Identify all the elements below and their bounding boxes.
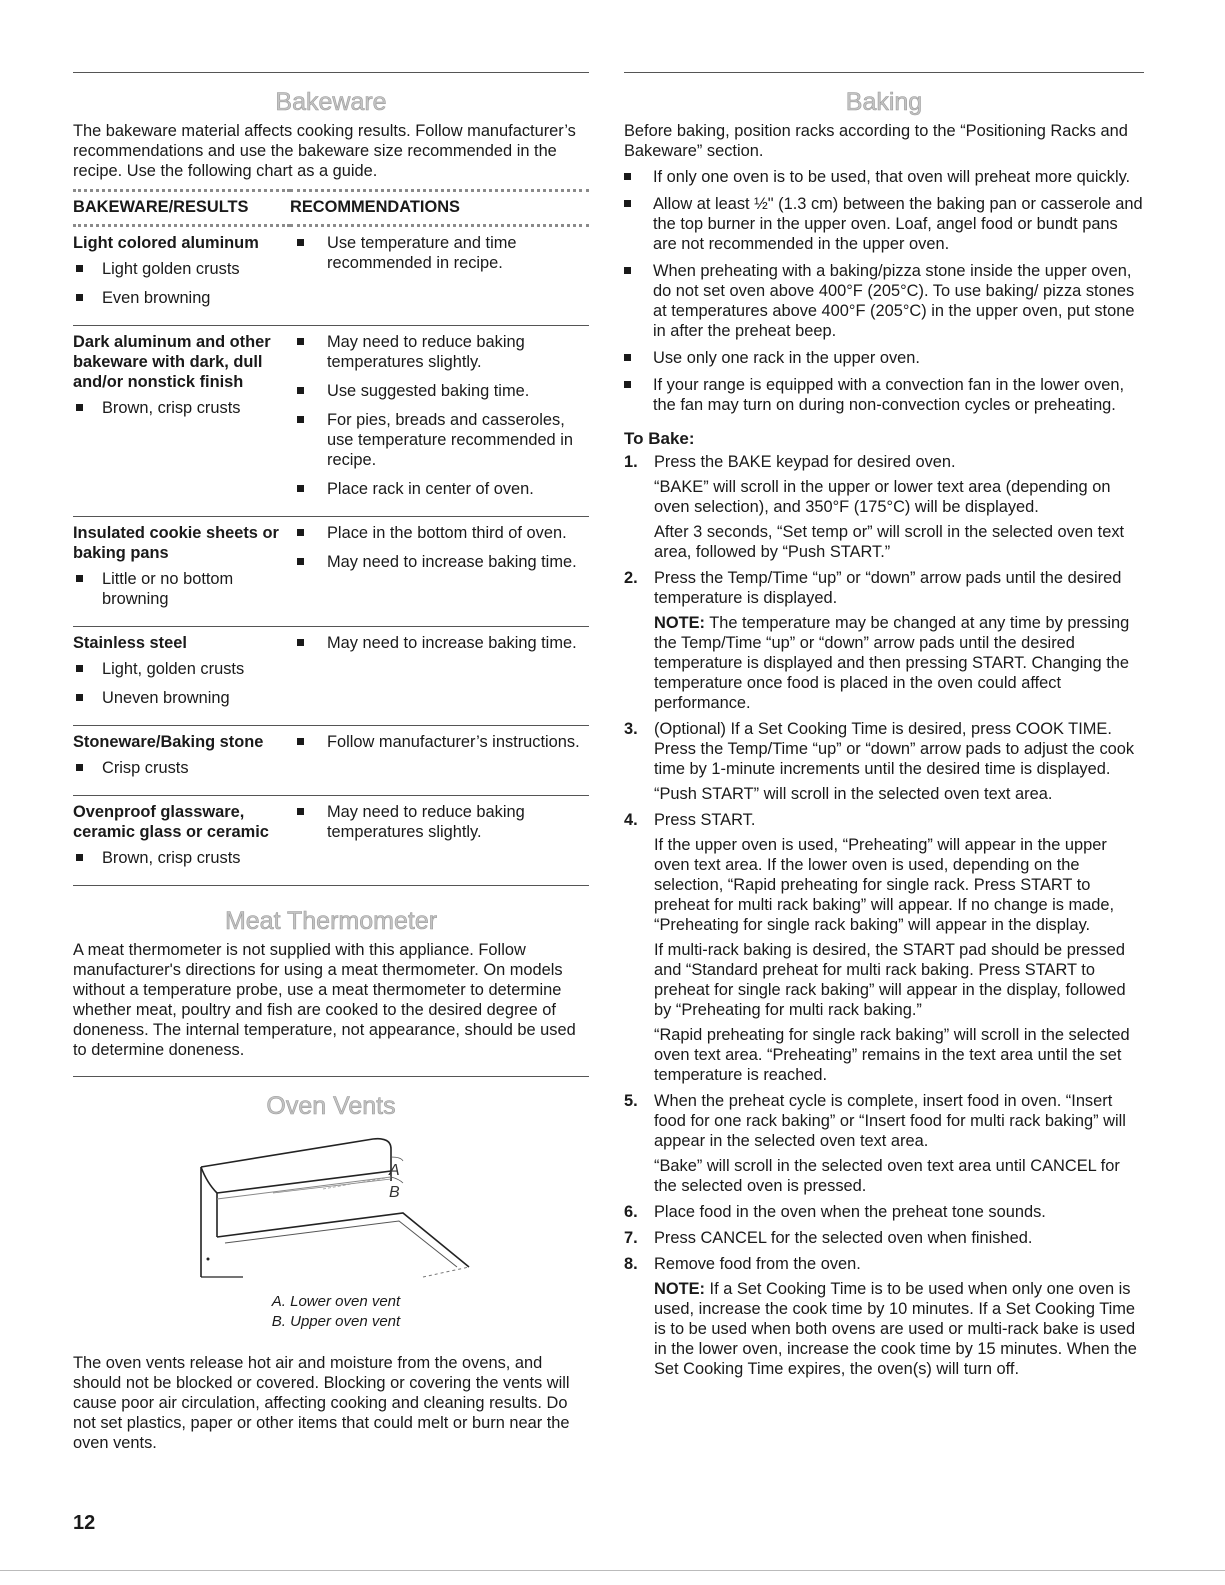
section-divider: [624, 72, 1144, 73]
step-number: 8.: [624, 1255, 638, 1273]
step-text: Press CANCEL for the selected oven when finished.: [654, 1229, 1033, 1247]
oven-vents-illustration: [73, 1127, 589, 1330]
bakeware-intro: The bakeware material affects cooking results. Follow manufacturer’s recommendations and use the bakeware size recommended in the recipe. Use the following chart as a guide.: [73, 122, 576, 180]
step-text: Remove food from the oven.: [654, 1255, 861, 1273]
caption-lower-vent: A. Lower oven vent: [271, 1293, 401, 1310]
oven-vents-heading: Oven Vents: [266, 1092, 396, 1120]
results-list: [73, 659, 282, 708]
result-item: Uneven browning: [73, 688, 282, 708]
range-drawing: [73, 1127, 589, 1287]
step-note: [654, 784, 1144, 804]
table-row: [73, 326, 589, 517]
recommendation-cell: [290, 226, 589, 326]
bakeware-material: Stoneware/Baking stone: [73, 733, 264, 751]
section-divider: [73, 1076, 589, 1077]
recommendations-list: [290, 523, 589, 572]
recommendation-item: Use suggested baking time.: [290, 381, 589, 401]
results-list: [73, 758, 282, 778]
step-text: When the preheat cycle is complete, insert food in oven. “Insert food for one rack baking” or “Insert food for multi rack baking” will appear in the selected oven text area.: [654, 1092, 1126, 1150]
recommendation-item: May need to increase baking time.: [290, 552, 589, 572]
bakeware-material: Insulated cookie sheets or baking pans: [73, 524, 279, 562]
caption-upper-vent: B. Upper oven vent: [271, 1313, 401, 1330]
step-text: Press the Temp/Time “up” or “down” arrow pads until the desired temperature is displayed.: [654, 569, 1122, 607]
step-number: 2.: [624, 569, 638, 587]
note-text: “BAKE” will scroll in the upper or lower text area (depending on oven selection), and 350°F (175°C) will be displayed.: [654, 478, 1111, 516]
bakeware-cell: [73, 796, 290, 886]
step-text: Press the BAKE keypad for desired oven.: [654, 453, 956, 471]
note-text: After 3 seconds, “Set temp or” will scroll in the selected oven text area, followed by “Push START.”: [654, 523, 1125, 561]
right-column: [624, 0, 1144, 1385]
note-text: “Push START” will scroll in the selected oven text area.: [654, 785, 1053, 803]
baking-bullet: If only one oven is to be used, that oven will preheat more quickly.: [624, 167, 1144, 187]
results-list: [73, 259, 282, 308]
result-item: Light golden crusts: [73, 259, 282, 279]
note-label: NOTE:: [654, 1280, 705, 1298]
result-item: Light, golden crusts: [73, 659, 282, 679]
table-row: [73, 517, 589, 627]
step-item: [624, 1091, 1144, 1196]
note-text: The temperature may be changed at any time by pressing the Temp/Time “up” or “down” arrow pads until the desired temperature is displayed and then pressing START. Changing the temperature once food is placed in the oven could affect performance.: [654, 614, 1130, 712]
baking-bullet: Use only one rack in the upper oven.: [624, 348, 1144, 368]
step-item: [624, 1254, 1144, 1379]
step-note: [654, 522, 1144, 562]
recommendations-list: [290, 332, 589, 499]
bakeware-cell: [73, 726, 290, 796]
result-item: Even browning: [73, 288, 282, 308]
results-list: [73, 398, 282, 418]
recommendation-cell: [290, 517, 589, 627]
oven-vents-text: The oven vents release hot air and moisture from the ovens, and should not be blocked or covered. Blocking or covering the vents will cause poor air circulation, affecting cooking and cleaning results. Do not set plastics, paper or other items that could melt or burn near the oven vents.: [73, 1354, 570, 1452]
step-note: [654, 613, 1144, 713]
baking-bullet: When preheating with a baking/pizza stone inside the upper oven, do not set oven above 400°F (205°C). To use baking/ pizza stones at temperatures above 400°F (205°C) in the upper oven, put stone in after the preheat beep.: [624, 261, 1144, 341]
callout-a: A: [389, 1162, 400, 1179]
baking-bullet-list: [624, 167, 1144, 415]
page-bottom-edge: [0, 1570, 1225, 1571]
step-item: [624, 719, 1144, 804]
recommendations-list: [290, 233, 589, 273]
baking-bullet: Allow at least ½" (1.3 cm) between the baking pan or casserole and the top burner in the upper oven. Loaf, angel food or bundt pans are not recommended in the upper oven.: [624, 194, 1144, 254]
to-bake-heading: To Bake:: [624, 429, 695, 448]
results-list: [73, 569, 282, 609]
recommendation-item: May need to reduce baking temperatures slightly.: [290, 332, 589, 372]
bakeware-cell: [73, 627, 290, 726]
result-item: Brown, crisp crusts: [73, 398, 282, 418]
table-row: [73, 726, 589, 796]
step-text: (Optional) If a Set Cooking Time is desired, press COOK TIME. Press the Temp/Time “up” or “down” arrow pads to adjust the cook time by 1-minute increments until the desired time is displayed.: [654, 720, 1135, 778]
note-text: “Bake” will scroll in the selected oven text area until CANCEL for the selected oven is pressed.: [654, 1157, 1120, 1195]
section-divider: [73, 72, 589, 73]
step-number: 7.: [624, 1229, 638, 1247]
note-text: If a Set Cooking Time is to be used when only one oven is used, increase the cook time by 10 minutes. If a Set Cooking Time is to be used when both ovens are used or multi-rack bake is used in the lower oven, increase the cook time by 15 minutes. When the Set Cooking Time expires, the oven(s) will turn off.: [654, 1280, 1137, 1378]
table-row: [73, 226, 589, 326]
step-item: [624, 1202, 1144, 1222]
table-header-recommendations: RECOMMENDATIONS: [290, 191, 589, 226]
result-item: Crisp crusts: [73, 758, 282, 778]
callout-b: B: [389, 1184, 400, 1201]
recommendation-item: Use temperature and time recommended in recipe.: [290, 233, 589, 273]
step-note: [654, 1025, 1144, 1085]
recommendation-cell: [290, 627, 589, 726]
left-column: [73, 0, 589, 1453]
table-header-bakeware: BAKEWARE/RESULTS: [73, 191, 290, 226]
recommendations-list: [290, 732, 589, 752]
step-item: [624, 1228, 1144, 1248]
step-number: 6.: [624, 1203, 638, 1221]
step-item: [624, 810, 1144, 1085]
step-item: [624, 452, 1144, 562]
bakeware-cell: [73, 226, 290, 326]
bakeware-table: [73, 189, 589, 886]
result-item: Brown, crisp crusts: [73, 848, 282, 868]
recommendation-cell: [290, 726, 589, 796]
step-note: [654, 1156, 1144, 1196]
recommendation-item: Follow manufacturer’s instructions.: [290, 732, 589, 752]
step-item: [624, 568, 1144, 713]
step-number: 1.: [624, 453, 638, 471]
page-number: 12: [73, 1512, 96, 1534]
note-text: If the upper oven is used, “Preheating” will appear in the upper oven text area. If the lower oven is used, depending on the selection, “Rapid preheating for single rack. Press START to preheat for multi rack baking” will appear. If no change is made, “Preheating for single rack baking” will appear in the display.: [654, 836, 1115, 934]
step-number: 4.: [624, 811, 638, 829]
bakeware-cell: [73, 517, 290, 627]
baking-heading: Baking: [845, 88, 923, 116]
recommendation-cell: [290, 796, 589, 886]
recommendation-item: For pies, breads and casseroles, use temperature recommended in recipe.: [290, 410, 589, 470]
note-label: NOTE:: [654, 614, 705, 632]
step-note: [654, 477, 1144, 517]
recommendation-item: May need to increase baking time.: [290, 633, 589, 653]
bakeware-material: Light colored aluminum: [73, 234, 259, 252]
recommendation-item: May need to reduce baking temperatures slightly.: [290, 802, 589, 842]
bakeware-material: Dark aluminum and other bakeware with dark, dull and/or nonstick finish: [73, 333, 271, 391]
baking-intro: Before baking, position racks according to the “Positioning Racks and Bakeware” section.: [624, 122, 1128, 160]
step-note: [654, 835, 1144, 935]
result-item: Little or no bottom browning: [73, 569, 282, 609]
recommendation-item: Place rack in center of oven.: [290, 479, 589, 499]
note-text: If multi-rack baking is desired, the START pad should be pressed and “Standard preheat for multi rack baking. Press START to preheat for single rack baking” will appear in the display, followed by “Preheating for multi rack baking.”: [654, 941, 1126, 1019]
recommendation-item: Place in the bottom third of oven.: [290, 523, 589, 543]
recommendations-list: [290, 633, 589, 653]
bakeware-heading: Bakeware: [275, 88, 387, 116]
meat-thermometer-heading: Meat Thermometer: [224, 907, 438, 935]
step-note: [654, 1279, 1144, 1379]
table-row: [73, 627, 589, 726]
bakeware-cell: [73, 326, 290, 517]
to-bake-steps: [624, 452, 1144, 1379]
recommendations-list: [290, 802, 589, 842]
note-text: “Rapid preheating for single rack baking” will scroll in the selected oven text area. “Preheating” remains in the text area until the set temperature is reached.: [654, 1026, 1130, 1084]
step-text: Press START.: [654, 811, 756, 829]
recommendation-cell: [290, 326, 589, 517]
bakeware-material: Ovenproof glassware, ceramic glass or ceramic: [73, 803, 269, 841]
step-text: Place food in the oven when the preheat tone sounds.: [654, 1203, 1046, 1221]
baking-bullet: If your range is equipped with a convection fan in the lower oven, the fan may turn on during non-convection cycles or preheating.: [624, 375, 1144, 415]
step-note: [654, 940, 1144, 1020]
step-number: 3.: [624, 720, 638, 738]
table-row: [73, 796, 589, 886]
bakeware-material: Stainless steel: [73, 634, 187, 652]
step-number: 5.: [624, 1092, 638, 1110]
meat-thermometer-text: A meat thermometer is not supplied with this appliance. Follow manufacturer's directions for using a meat thermometer. On models without a temperature probe, use a meat thermometer to determine whether meat, poultry and fish are cooked to the desired degree of doneness. The internal temperature, not appearance, should be used to determine doneness.: [73, 941, 576, 1059]
results-list: [73, 848, 282, 868]
